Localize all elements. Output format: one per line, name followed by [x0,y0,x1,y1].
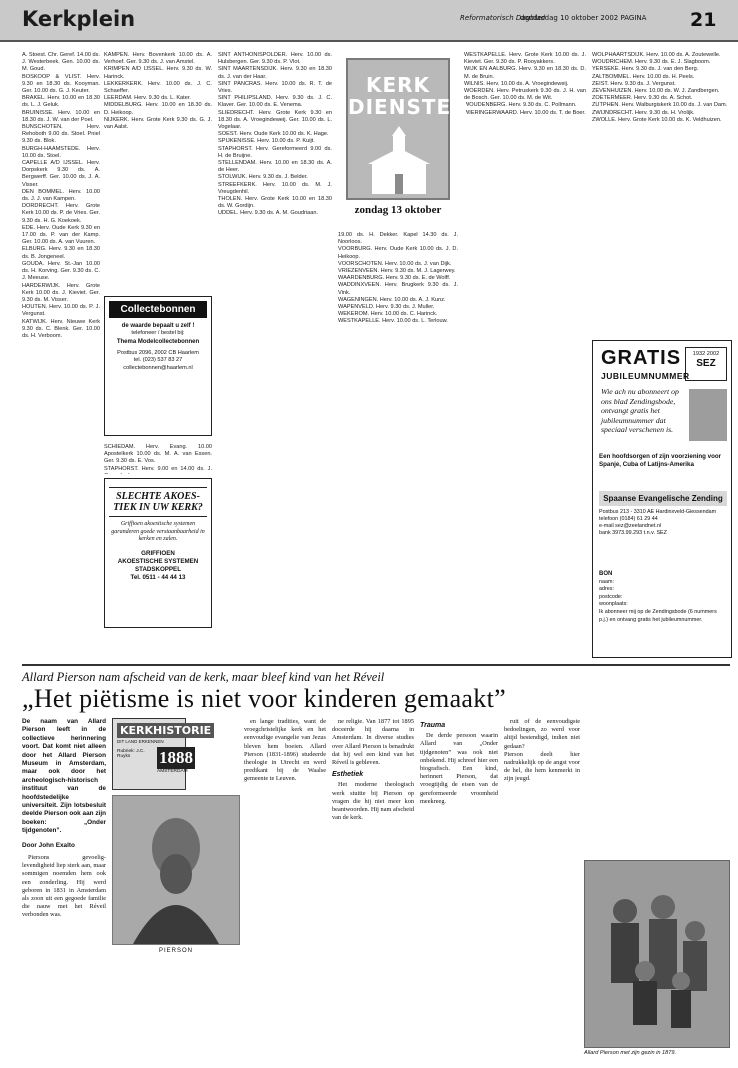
portrait-figure-icon [113,796,239,944]
article-text-4: De derde persoon waarin Allard van „Onder tijdgenoten” was ook niet onbekend. Hij schreef hier een biografisch. Een kind, herinnert Pierson, dat vroegtijdig de eisen van de gereformeerde vroomheid meekreeg. [420,732,498,805]
article-text-3b: Het moderne theologisch werk stuitte bij Pierson op vragen die hij niet meer kon beantwoorden. Hij nam afscheid van de kerk. [332,781,414,822]
sez-year-end: 2002 [706,351,720,357]
article-text-5: ruit of de eenvoudigste bedoelingen, zo werd voor altijd bestendigd, indien niet gedaan? Pierson deelt hier nadrukkelijk op de angst voor de hel, die hem kenmerkt in zijn jeugd. [504,718,580,783]
page-header [0,0,738,42]
kerkhistorie-logo [112,718,212,790]
article-text-1: Piersons gevoelig-levendigheid liep sterk aan, maar sommigen noemden hem ook een zonderling. Hij werd geboren in 1831 in Amsterdam als zoon uit een gegoede familie die nauw met het Réveil verbonden was. [22,853,106,919]
akoestiek-ad [104,478,212,628]
family-caption: Allard Pierson met zijn gezin in 1879. [584,1050,677,1056]
gratis-ad [592,340,732,658]
akoestiek-firm: GRIFFIOEN AKOESTISCHE SYSTEMEN STADSKOPPEL Tel. 0511 - 44 44 13 [117,549,199,581]
kerkhistorie-year: 1888 [159,748,193,767]
collectebonnen-line-2: telefoneer / bestel bij: [131,330,185,336]
family-photo [584,860,730,1048]
article-column-2 [244,718,326,1058]
article-column-5 [504,718,580,1058]
sez-logo [685,347,727,381]
family-group-icon [585,861,729,1047]
kerkdiensten-panel [346,58,469,200]
article-subhead-esthetiek: Esthetiek [332,771,364,779]
article-kicker: Allard Pierson nam afscheid van de kerk, maar bleef kind van het Réveil [22,670,385,684]
article-rule [22,664,730,666]
collectebonnen-contact: Postbus 2096, 2002 CB Haarlem tel. (023) 537 83 27 collectebonnen@haarlem.nl [117,349,199,371]
gratis-subtitle: JUBILEUMNUMMER [601,371,690,381]
kerkdiensten-banner [338,52,469,227]
article-column-4 [420,718,498,1058]
article-byline: Door John Exalto [22,841,75,849]
sez-name: SEZ [696,358,716,369]
gratis-bon-title: BON [599,571,613,577]
akoestiek-body: Griffioen akoestische systemen garanderen goede verstaanbaarheid in kerken en zalen. [111,521,205,542]
collectebonnen-ad [104,296,212,436]
article-intro: De naam van Allard Pierson leeft in de collectieve herinnering voort. Dat komt niet alleen door het Allard Pierson Museum in Amsterdam, maar ook door het archeologisch-historisch instituut van de hoofdstedelijke universiteit. Zijn lotsbesluit deelde Pierson ook aan zijn boeken: „Onder tijdgenoten”. [22,718,106,835]
pierson-portrait [112,795,240,945]
listing-column-1: A. Stoest. Chr. Geref. 14.00 ds. J. Westerbeek. Gen. 10.00 ds. M. Goud. BOSKOOP & VLIST. Herv. 9.30 en 18.30 ds. Kooyman. Ger. 10.00 ds. G. J. Keuter. BRAKEL. Herv. 10.00 en 18.30 ds. L. J. Geluk. BRUINISSE. Herv. 10.00 en 18.30 ds. J. W. van der Poel. BUNSCHOTEN. Herv. Rehoboth 9.00 ds. Stoel. Pniel 9.30 ds. Blok. BURGH-HAAMSTEDE. Herv. 10.00 ds. Stoel. CAPELLE A/D IJSSEL. Herv. Dorpskerk 9.30 ds. A. Bergwerff. Ger. 10.00 ds. J. A. Visser. DEN BOMMEL. Herv. 10.00 ds. J. J. van Kampen. DORDRECHT. Herv. Grote Kerk 10.00 ds. P. de Vries. Ger. 9.30 ds. H. G. Koekoek. EDE. Herv. Oude Kerk 9.30 en 17.00 ds. P. van der Kamp. Ger. 10.00 ds. A. van Vuuren. ELBURG. Herv. 9.30 en 18.30 ds. B. Jongeneel. GOUDA. Herv. St.-Jan 10.00 ds. H. Korving. Ger. 9.30 ds. C. J. Meeuse. HARDERWIJK. Herv. Grote Kerk 10.00 ds. J. Kieviet. Ger. 9.30 ds. M. Visser. HOUTEN. Herv. 10.00 ds. P. J. Vergunst. KATWIJK. Herv. Nieuwe Kerk 9.30 ds. C. Blenk. Ger. 10.00 ds. H. Verboom. [22,52,100,339]
article-subhead-trauma: Trauma [420,722,446,729]
listing-column-5: WESTKAPELLE. Herv. Grote Kerk 10.00 ds. J. Kieviet. Ger. 9.30 ds. P. Rooyakkers. WIJK EN AALBURG. Herv. 9.30 en 18.30 ds. D. M. de Bruin. WILNIS. Herv. 10.00 ds. A. Vroegindeweij. WOERDEN. Herv. Petruskerk 9.30 ds. J. H. van de Bosch. Ger. 10.00 ds. M. de Wit. WOUDENBERG. Herv. 9.30 ds. C. Pollmann. WIERINGERWAARD. Herv. 10.00 ds. T. de Boer. [464,52,586,116]
article-column-1 [22,718,106,1058]
kerkhistorie-sub: DIT LAND ERKENNEN [117,739,164,744]
akoestiek-title: SLECHTE AKOES-TIEK IN UW KERK? [109,487,207,517]
gratis-bon-fields: naam: adres: postcode: woonplaats: Ik abonneer mij op de Zendingsbode (6 nummers p.j.) en ontvang gratis het jubileumnummer. [599,578,717,623]
gratis-contact: Postbus 213 - 3310 AE Hardinxveld-Giessendam telefoon (0184) 61 29 44 e-mail sez@zeelandnet.nl bank 3973.99.293 t.n.v. SEZ [599,509,717,536]
article-column-3 [332,718,414,1058]
issue-date: donderdag 10 oktober 2002 PAGINA [520,14,647,22]
listing-column-6: WOLPHAARTSDIJK. Herv. 10.00 ds. A. Zoutewelle. WOUDRICHEM. Herv. 9.30 ds. E. J. Slagboom. YERSEKE. Herv. 9.30 ds. J. van den Berg. ZALTBOMMEL. Herv. 10.00 ds. H. Peels. ZEIST. Herv. 9.30 ds. J. Vergunst. ZEVENHUIZEN. Herv. 10.00 ds. W. J. Zandbergen. ZOETERMEER. Herv. 9.30 ds. A. Schot. ZUTPHEN. Herv. Walburgiskerk 10.00 ds. J. van Dam. ZWIJNDRECHT. Herv. 9.30 ds. H. Vrolijk. ZWOLLE. Herv. Grote Kerk 10.00 ds. K. Veldhuizen. [592,52,728,123]
kerkdiensten-title: KERK DIENSTEN [348,73,469,119]
pierson-caption: PIERSON [158,948,193,954]
sez-year-start: 1932 [692,351,706,357]
article-headline: „Het piëtisme is niet voor kinderen gemaakt” [22,684,506,713]
gratis-title: GRATIS [601,347,682,369]
collectebonnen-line-3: Thema Modelcollectebonnen [116,338,200,345]
listing-column-2b: SCHIEDAM. Herv. Evang. 10.00 Apostelkerk 10.00 ds. M. A. van Essen. Ger. 9.30 ds. E. Vos. STAPHORST. Herv. 9.00 en 14.00 ds. J. [104,444,212,472]
gratis-form-head: Een hoofdsorgen of zijn voorziening voor Spanje, Cuba of Latijns-Amerika [599,453,722,468]
listing-column-3: SINT ANTHONISPOLDER. Herv. 10.00 ds. Hulsbergen. Ger. 9.30 ds. P. Vlot. SINT MAARTENSDIJK. Herv. 9.30 en 18.30 ds. J. van der Haar. SINT PANCRAS. Herv. 10.00 ds. R. T. de Vries. SINT PHILIPSLAND. Herv. 9.30 ds. J. C. Klaver. Ger. 10.00 ds. E. Venema. SLIEDRECHT. Herv. Grote Kerk 9.30 en 18.30 ds. A. Vroegindeweij. Ger. 10.00 ds. L. Vogelaar. SOEST. Herv. Oude Kerk 10.00 ds. K. Hage. SPIJKENISSE. Herv. 10.00 ds. P. Kuijt. STAPHORST. Herv. Gereformeerd 9.00 ds. H. de Bruijne. STELLENDAM. Herv. 10.00 en 18.30 ds. A. de Heer. STOLWIJK. Herv. 9.30 ds. J. Belder. STREEFKERK. Herv. 10.00 ds. M. J. Vreugdenhil. THOLEN. Herv. Grote Kerk 10.00 en 18.30 ds. W. Gordijn. UDDEL. Herv. 9.30 ds. A. M. Goudriaan. [218,52,332,217]
gratis-photo [689,389,727,441]
page-number: 21 [690,9,717,31]
listing-column-4: 19.00 ds. H. Dekker. Kapel 14.30 ds. J. Noorloos. VOORBURG. Herv. Oude Kerk 10.00 ds. J. D. Heikoop. VOORSCHOTEN. Herv. 10.00 ds. J. van Dijk. VRIEZENVEEN. Herv. 9.30 ds. M. J. Lagerwey. WAARDENBURG. Herv. 9.30 ds. E. de Wolff. WADDINXVEEN. Herv. Brugkerk 9.30 ds. J. Vink. WAGENINGEN. Herv. 10.00 ds. A. J. Kunz. WAPENVELD. Herv. 9.30 ds. J. Muller. WEKEROM. Herv. 10.00 ds. C. Harinck. WESTKAPELLE. Herv. 10.00 ds. L. Terlouw. [338,232,458,325]
kerkhistorie-place: AMSTERDAM [157,769,188,774]
article-text-2: en lange tradities, want de vroegchristelijke kerk en het eenvoudige evangelie van Jezus bleven hem boeien. Allard Pierson (1831-1896) studeerde theologie in Utrecht en werd predikant bij de Waalse gemeente te Leuven. [244,718,326,783]
listing-column-2: KAMPEN. Herv. Bovenkerk 10.00 ds. A. Verhoef. Ger. 9.30 ds. J. van Amstel. KRIMPEN A/D IJSSEL. Herv. 9.30 ds. W. Harinck. LEKKERKERK. Herv. 10.00 ds. J. C. Schaeffer. LEERDAM. Herv. 9.30 ds. L. Kater. MIDDELBURG. Herv. 10.00 en 18.30 ds. D. Heikoop. NIJKERK. Herv. Grote Kerk 9.30 ds. G. J. van Aalst. [104,52,212,131]
section-title: Kerkplein [22,7,136,31]
paper-name: Reformatorisch Dagblad [460,14,546,22]
collectebonnen-title: Collectebonnen [109,301,207,318]
kerkdiensten-date: zondag 13 oktober [354,204,442,216]
kerkhistorie-label: KERKHISTORIE [117,723,214,738]
gratis-form-heading [599,453,727,468]
gratis-org-bar: Spaanse Evangelische Zending [599,491,727,506]
gratis-bubble: Wie ach nu abonneert op ons blad Zendingsbode, ontvangt gratis het jubileumnummer dat speciaal verschenen is. [601,387,679,434]
kerkhistorie-author: Rubriek: J.C. Ruyks [117,749,145,759]
collectebonnen-line-1: de waarde bepaalt u zelf ! [121,323,195,329]
gratis-bon [599,571,727,624]
church-icon [366,126,432,196]
article-text-3: ne religie. Van 1877 tot 1895 doceerde hij daarna in Amsterdam. In diverse studies over Allard Pierson is benadrukt dat hij wel een kind van het Réveil is gebleven. [332,718,414,767]
